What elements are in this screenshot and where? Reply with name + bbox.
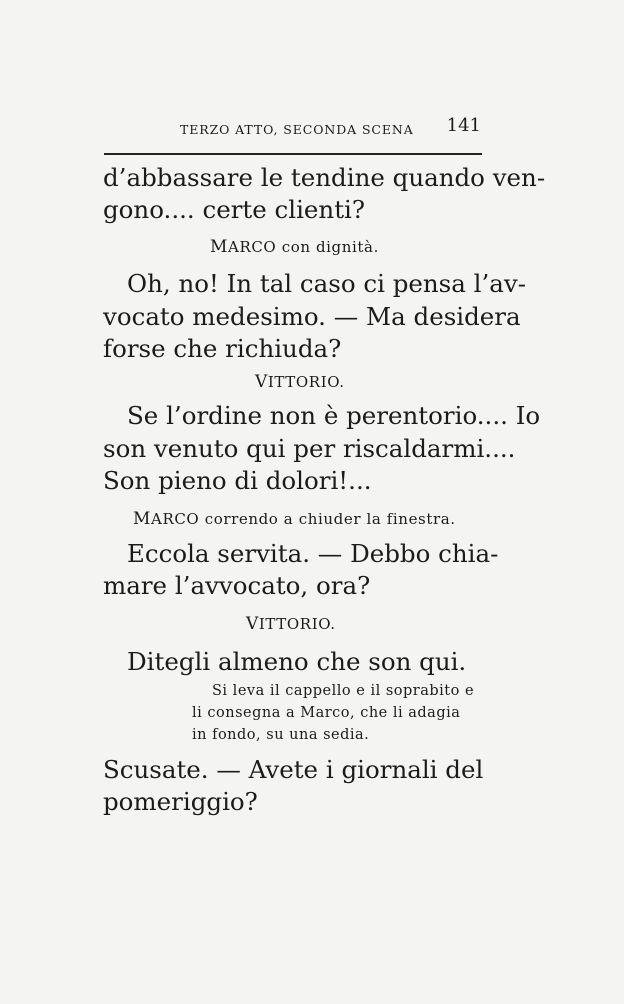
- speaker-marco: [133, 511, 456, 528]
- text-line: forse che richiuda?: [103, 334, 342, 363]
- speaker-vittorio: [255, 374, 345, 391]
- text-line: Son pieno di dolori!...: [103, 466, 372, 495]
- speaker-name: ARCO: [151, 510, 200, 528]
- stage-direction-line: Si leva il cappello e il soprabito e: [212, 683, 475, 699]
- speaker-marco: [210, 239, 379, 256]
- text-line: gono.... certe clienti?: [103, 195, 366, 224]
- stage-direction: con dignità.: [276, 238, 379, 256]
- header-rule: [104, 153, 482, 155]
- text-line: pomeriggio?: [103, 787, 258, 816]
- speaker-vittorio: [246, 616, 336, 633]
- text-line: son venuto qui per riscaldarmi....: [103, 434, 516, 463]
- speaker-name: ITTORIO.: [258, 615, 336, 633]
- speaker-name: ARCO: [228, 238, 277, 256]
- text-line: d’abbassare le tendine quando ven-: [103, 163, 546, 192]
- text-line: Se l’ordine non è perentorio.... Io: [127, 401, 541, 430]
- stage-direction: correndo a chiuder la finestra.: [199, 510, 456, 528]
- speaker-initial: M: [133, 509, 152, 529]
- stage-direction-line: li consegna a Marco, che li adagia: [192, 705, 461, 721]
- speaker-name: ITTORIO.: [267, 373, 345, 391]
- text-line: Oh, no! In tal caso ci pensa l’av-: [127, 269, 526, 298]
- speaker-initial: V: [246, 614, 259, 634]
- text-line: Scusate. — Avete i giornali del: [103, 755, 484, 784]
- running-head: TERZO ATTO, SECONDA SCENA: [180, 122, 414, 137]
- text-line: mare l’avvocato, ora?: [103, 571, 371, 600]
- text-line: Ditegli almeno che son qui.: [127, 647, 467, 676]
- text-line: Eccola servita. — Debbo chia-: [127, 539, 499, 568]
- speaker-initial: V: [255, 372, 268, 392]
- page-header: [104, 115, 484, 139]
- speaker-initial: M: [210, 237, 229, 257]
- stage-direction-line: in fondo, su una sedia.: [192, 727, 370, 743]
- text-line: vocato medesimo. — Ma desidera: [103, 302, 521, 331]
- page-number: 141: [446, 115, 481, 136]
